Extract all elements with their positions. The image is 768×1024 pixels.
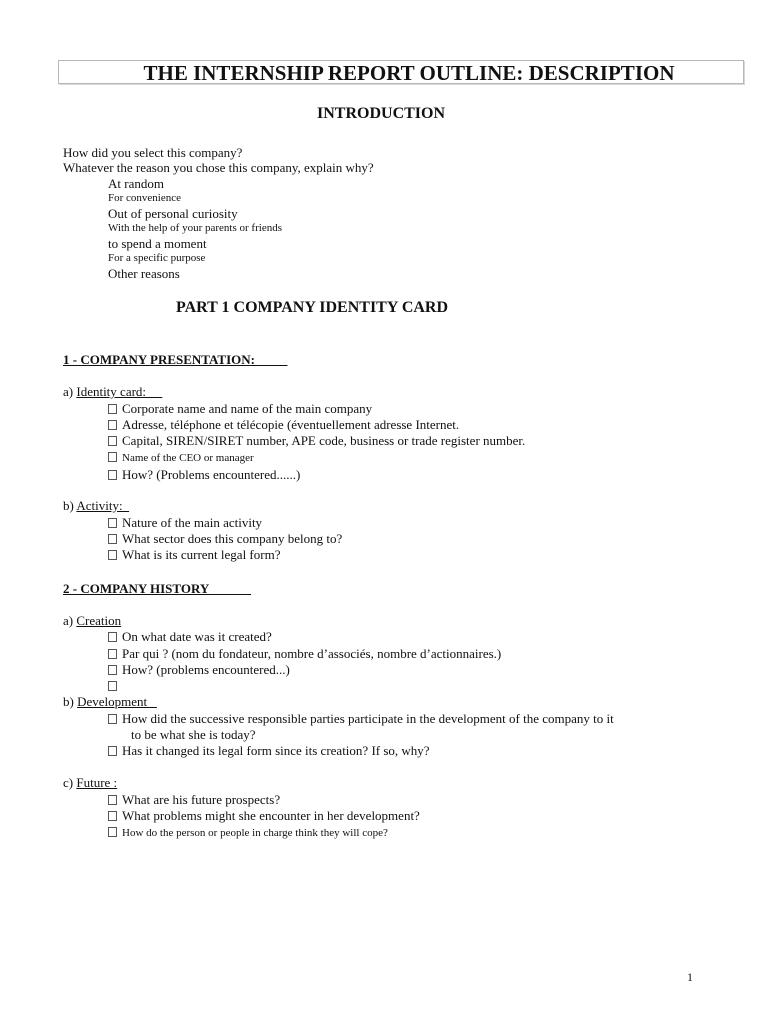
- missing-glyph-box-icon: [108, 827, 117, 837]
- missing-glyph-box-icon: [108, 714, 117, 724]
- subheading-prefix: a): [63, 384, 77, 399]
- list-item: [108, 711, 614, 726]
- list-item: [108, 467, 300, 482]
- missing-glyph-box-icon: [108, 681, 117, 691]
- missing-glyph-box-icon: [108, 746, 117, 756]
- intro-option: Other reasons: [108, 266, 180, 281]
- subheading-prefix: c): [63, 775, 77, 790]
- subheading-label: Future :: [76, 775, 118, 790]
- list-item: [108, 547, 280, 562]
- subheading-prefix: a): [63, 613, 77, 628]
- subheading-label: Activity:: [76, 498, 130, 513]
- list-item: [108, 515, 262, 530]
- subheading-label: Identity card:: [76, 384, 163, 399]
- list-item-text: Capital, SIREN/SIRET number, APE code, business or trade register number.: [122, 433, 526, 448]
- list-item: [108, 451, 254, 466]
- list-item-continuation: to be what she is today?: [131, 727, 256, 742]
- list-item: [108, 808, 420, 823]
- list-item-text: What are his future prospects?: [122, 792, 281, 807]
- list-item-text: Name of the CEO or manager: [122, 452, 254, 464]
- list-item-text: How? (Problems encountered......): [122, 467, 301, 482]
- list-item-text: What problems might she encounter in her development?: [122, 808, 420, 823]
- creation-subheading: [63, 613, 121, 628]
- development-subheading: [63, 694, 157, 709]
- intro-option: At random: [108, 176, 164, 191]
- introduction-heading: INTRODUCTION: [317, 105, 446, 122]
- missing-glyph-box-icon: [108, 404, 117, 414]
- list-item-text: Adresse, téléphone et télécopie (éventuellement adresse Internet.: [122, 417, 460, 432]
- list-item-text: Has it changed its legal form since its creation? If so, why?: [122, 743, 430, 758]
- list-item-text: Corporate name and name of the main company: [122, 401, 373, 416]
- list-item-text: Par qui ? (nom du fondateur, nombre d’associés, nombre d’actionnaires.): [122, 646, 502, 661]
- subheading-label: Creation: [76, 613, 122, 628]
- missing-glyph-box-icon: [108, 795, 117, 805]
- list-item: [108, 826, 388, 841]
- intro-option: For convenience: [108, 192, 181, 204]
- list-item: [108, 417, 459, 432]
- intro-option: With the help of your parents or friends: [108, 222, 282, 234]
- identity-card-subheading: [63, 384, 162, 399]
- intro-question-1: How did you select this company?: [63, 145, 243, 160]
- subheading-label: Development: [77, 694, 157, 709]
- missing-glyph-box-icon: [108, 452, 117, 462]
- list-item-text: What is its current legal form?: [122, 547, 281, 562]
- missing-glyph-box-icon: [108, 550, 117, 560]
- list-item: [108, 792, 280, 807]
- list-item: [108, 646, 501, 661]
- missing-glyph-box-icon: [108, 534, 117, 544]
- missing-glyph-box-icon: [108, 518, 117, 528]
- list-item: [108, 531, 342, 546]
- list-item-text: Nature of the main activity: [122, 515, 263, 530]
- intro-option: For a specific purpose: [108, 252, 206, 264]
- missing-glyph-box-icon: [108, 420, 117, 430]
- list-item-text: How did the successive responsible parties participate in the development of the company to it: [122, 711, 614, 726]
- list-item-text: How? (problems encountered...): [122, 662, 290, 677]
- missing-glyph-box-icon: [108, 470, 117, 480]
- missing-glyph-box-icon: [108, 436, 117, 446]
- list-item: [108, 629, 272, 644]
- intro-option: Out of personal curiosity: [108, 206, 238, 221]
- missing-glyph-box-icon: [108, 665, 117, 675]
- section2-heading: 2 - COMPANY HISTORY: [63, 581, 252, 596]
- list-item: [108, 678, 122, 693]
- list-item: [108, 433, 525, 448]
- subheading-prefix: b): [63, 498, 77, 513]
- missing-glyph-box-icon: [108, 649, 117, 659]
- list-item: [108, 662, 290, 677]
- section1-heading: 1 - COMPANY PRESENTATION:: [63, 352, 288, 367]
- part1-heading: PART 1 COMPANY IDENTITY CARD: [176, 299, 449, 316]
- page-number: 1: [687, 970, 693, 984]
- future-subheading: [63, 775, 117, 790]
- list-item-text: How do the person or people in charge think they will cope?: [122, 827, 388, 839]
- intro-question-2: Whatever the reason you chose this company, explain why?: [63, 160, 374, 175]
- document-title: THE INTERNSHIP REPORT OUTLINE: DESCRIPTION: [143, 61, 675, 85]
- list-item-text: On what date was it created?: [122, 629, 272, 644]
- list-item: [108, 743, 430, 758]
- list-item-text: What sector does this company belong to?: [122, 531, 343, 546]
- title-box: [58, 60, 744, 84]
- subheading-prefix: b): [63, 694, 78, 709]
- missing-glyph-box-icon: [108, 811, 117, 821]
- list-item: [108, 401, 372, 416]
- missing-glyph-box-icon: [108, 632, 117, 642]
- intro-option: to spend a moment: [108, 236, 207, 251]
- activity-subheading: [63, 498, 129, 513]
